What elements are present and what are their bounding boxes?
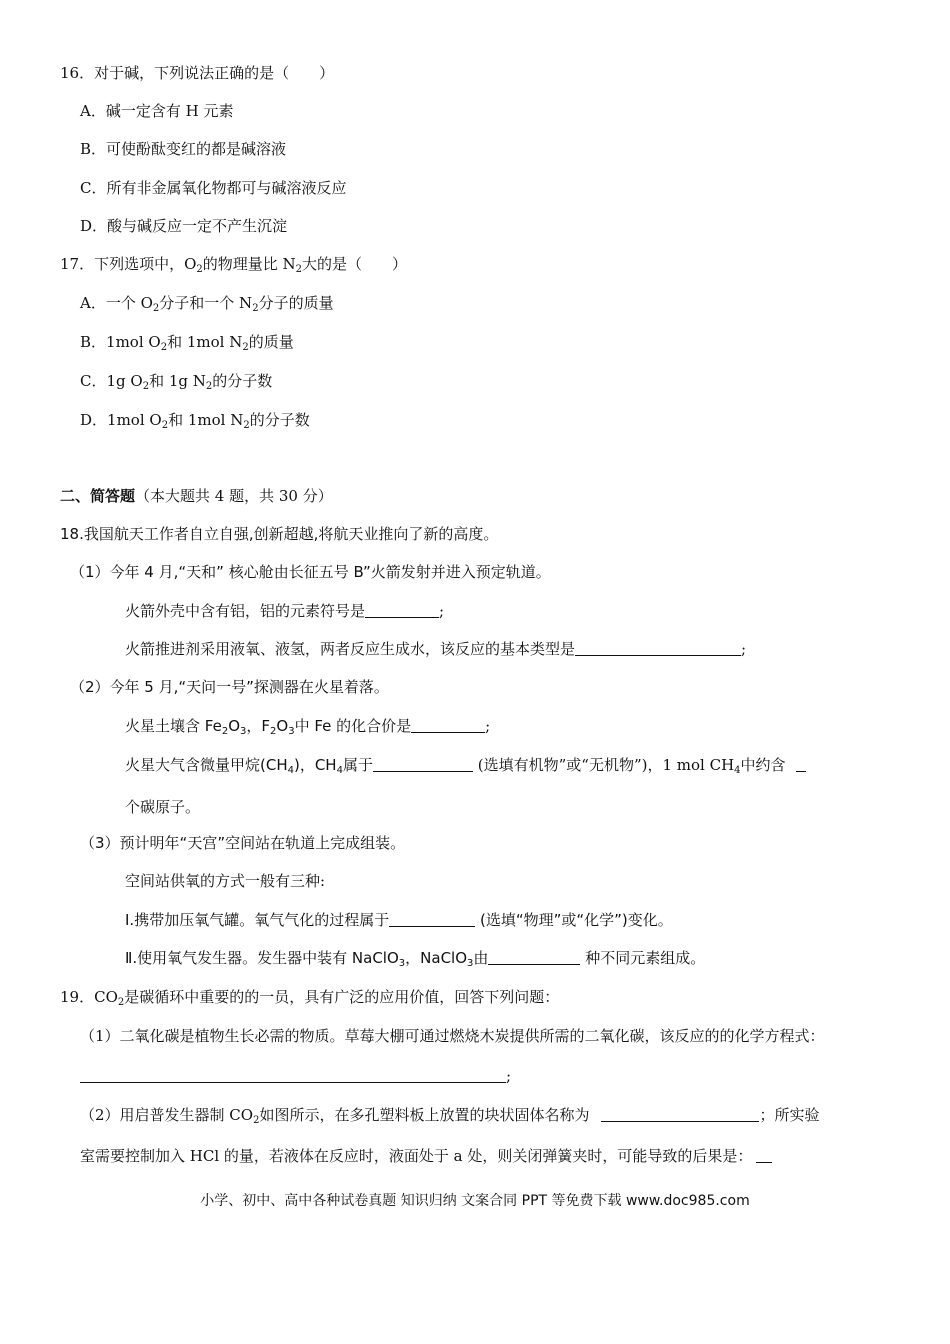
answer-blank[interactable] — [373, 757, 473, 772]
q19-part2-line2: 室需要控制加入 HCl 的量，若液体在反应时，液面处于 a 处，则关闭弹簧夹时，可能导致的后果是： — [80, 1146, 772, 1166]
answer-blank[interactable] — [575, 641, 741, 656]
q18-part1: （1）今年 4 月,“天和” 核心舱由长征五号 B”火箭发射并进入预定轨道。 — [70, 563, 551, 581]
q17-option-a: A．一个 $O_2$分子和一个 $N_2$分子的质量 — [80, 294, 334, 314]
q18-part1-line1: 火箭外壳中含有铝，铝的元素符号是 ; — [125, 602, 445, 620]
q19-part1: （1）二氧化碳是植物生长必需的物质。草莓大棚可通过燃烧木炭提供所需的二氧化碳，该反应的的化学方程式： — [80, 1027, 825, 1045]
q18-part2-line1: 火星土壤含 $Fe_2O_3$，$F_2O_3$中 Fe 的化合价是 ; — [125, 717, 491, 737]
q19-part2: （2）用启普发生器制 $CO_2$如图所示，在多孔塑料板上放置的块状固体名称为 ；所实验 — [80, 1106, 820, 1126]
q18-stem: 18.我国航天工作者自立自强,创新超越,将航天业推向了新的高度。 — [60, 525, 499, 543]
answer-blank[interactable] — [389, 912, 475, 927]
q17-stem: 17．下列选项中，$O_2$的物理量比 $N_2$大的是（ ） — [60, 255, 408, 275]
q17-option-b: B．1mol $O_2$和 1mol $N_2$的质量 — [80, 333, 294, 353]
answer-blank[interactable] — [80, 1068, 506, 1083]
q16-option-d: D．酸与碱反应一定不产生沉淀 — [80, 217, 288, 235]
answer-blank[interactable] — [796, 757, 806, 772]
q16-stem: 16．对于碱，下列说法正确的是（ ） — [60, 64, 335, 82]
q19-stem: 19．$CO_2$是碳循环中重要的的一员，具有广泛的应用价值，回答下列问题： — [60, 988, 560, 1008]
q19-part1-line2: ; — [80, 1066, 511, 1086]
q18-part2-line2: 火星大气含微量甲烷$(CH_4)$，$CH_4$属于 (选填有机物”或“无机物”)，1 mol $CH_4$中约含 — [125, 755, 806, 775]
q18-part3: （3）预计明年“天宫”空间站在轨道上完成组装。 — [80, 834, 406, 852]
section-heading: 二、简答题（本大题共 4 题，共 30 分） — [60, 487, 333, 505]
q18-part2-line3: 个碳原子。 — [125, 798, 201, 816]
q16-option-c: C．所有非金属氧化物都可与碱溶液反应 — [80, 179, 347, 197]
q18-part3-line3: Ⅱ.使用氧气发生器。发生器中装有 NaClO$_3$，NaClO$_3$由 种不同元素组成。 — [125, 949, 706, 969]
answer-blank[interactable] — [601, 1107, 759, 1122]
answer-blank[interactable] — [411, 718, 485, 733]
answer-blank[interactable] — [365, 603, 439, 618]
q18-part3-line2: Ⅰ.携带加压氧气罐。氧气气化的过程属于 (选填“物理”或“化学”)变化。 — [125, 911, 673, 929]
q16-option-a: A．碱一定含有 H 元素 — [80, 102, 234, 120]
q18-part3-line1: 空间站供氧的方式一般有三种: — [125, 872, 326, 890]
q16-option-b: B．可使酚酞变红的都是碱溶液 — [80, 140, 287, 158]
q17-option-c: C．1g $O_2$和 1g $N_2$的分子数 — [80, 372, 273, 392]
answer-blank[interactable] — [488, 950, 580, 965]
q18-part1-line2: 火箭推进剂采用液氧、液氢，两者反应生成水，该反应的基本类型是 ; — [125, 640, 747, 658]
page-footer: 小学、初中、高中各种试卷真题 知识归纳 文案合同 PPT 等免费下载 www.doc985.com — [200, 1193, 750, 1209]
q18-part2: （2）今年 5 月,“天问一号”探测器在火星着落。 — [70, 678, 389, 696]
q17-option-d: D．1mol $O_2$和 1mol $N_2$的分子数 — [80, 411, 310, 431]
answer-blank[interactable] — [756, 1148, 772, 1163]
